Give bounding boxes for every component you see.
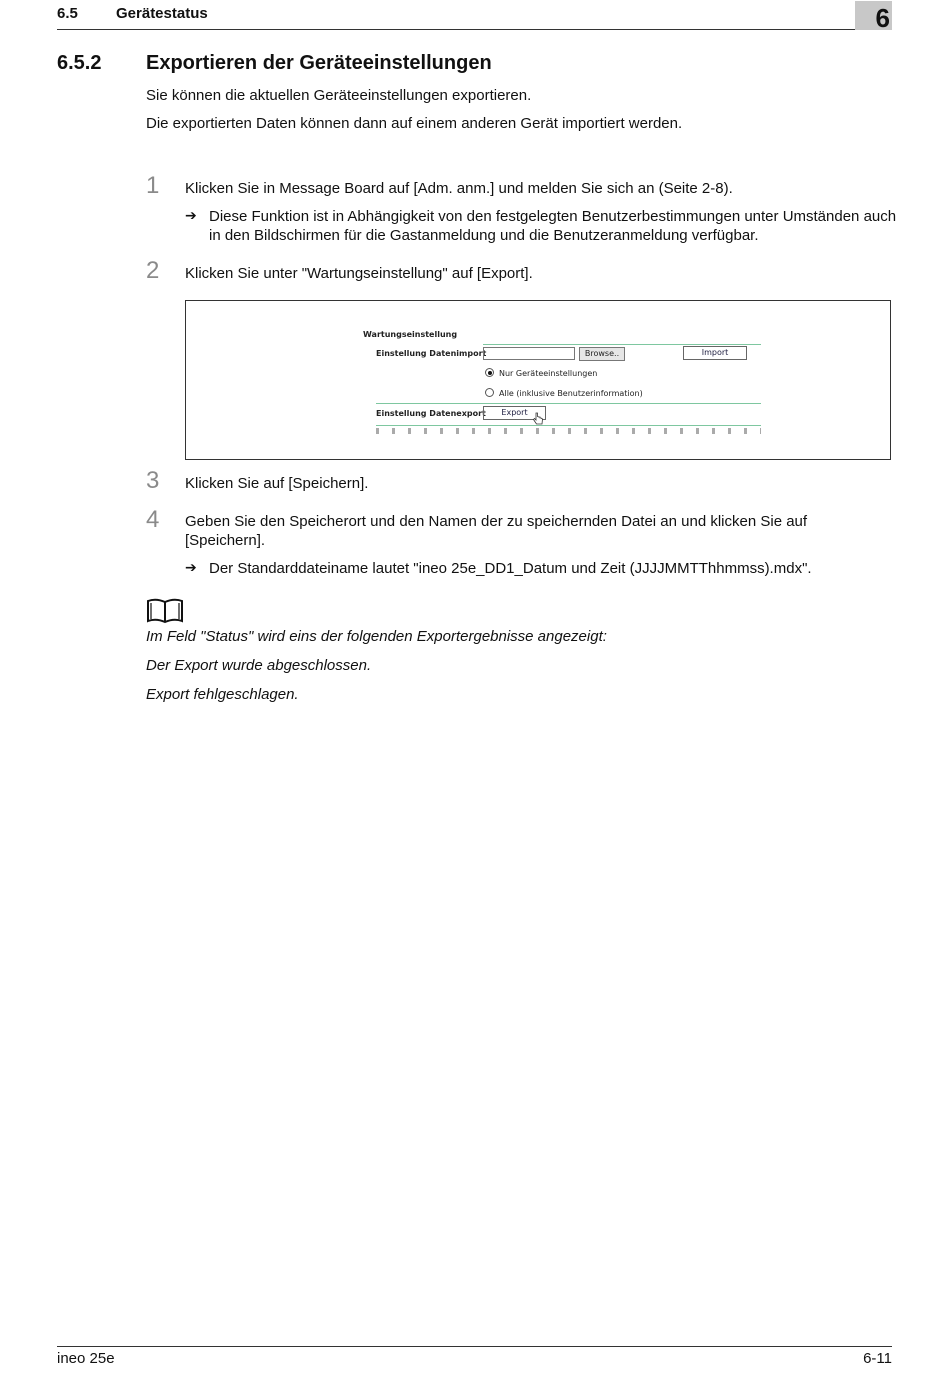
book-icon — [146, 597, 184, 625]
screenshot-frame — [185, 300, 891, 460]
radio-device-only-label: Nur Geräteeinstellungen — [499, 369, 598, 378]
page-number: 6-11 — [863, 1350, 892, 1367]
import-button[interactable]: Import — [683, 346, 747, 360]
step-number: 1 — [146, 172, 160, 199]
section-title: Exportieren der Geräteeinstellungen — [146, 52, 492, 74]
note-line: Im Feld "Status" wird eins der folgenden Exportergebnisse angezeigt: — [146, 628, 607, 645]
import-file-input[interactable] — [483, 347, 575, 360]
maintenance-settings-title: Wartungseinstellung — [363, 330, 458, 339]
header-section-title: Gerätestatus — [116, 5, 208, 22]
section-number: 6.5.2 — [57, 52, 102, 74]
hand-cursor-icon — [532, 412, 544, 426]
divider-line — [376, 403, 761, 404]
hand-cursor-icon — [532, 412, 544, 429]
radio-all[interactable] — [485, 388, 494, 397]
arrow-right-icon: ➔ — [185, 559, 197, 575]
divider-line — [483, 344, 761, 345]
cropped-text-row — [376, 428, 761, 434]
chapter-number: 6 — [875, 3, 890, 33]
book-icon — [146, 597, 184, 630]
step-number: 4 — [146, 506, 160, 533]
header-divider — [57, 29, 892, 30]
export-button[interactable]: Export — [483, 406, 546, 420]
step-subnote: Diese Funktion ist in Abhängigkeit von den festgelegten Benutzerbestimmungen unter Umständen auch in den Bildschirmen für die Gastanmeldung und die Benutzeranmeldung verfügbar. — [209, 208, 897, 244]
step-subnote: Der Standarddateiname lautet "ineo 25e_DD1_Datum und Zeit (JJJJMMTThhmmss).mdx". — [209, 560, 812, 577]
divider-line — [376, 425, 761, 426]
arrow-right-icon: ➔ — [185, 207, 197, 223]
export-settings-label: Einstellung Datenexport — [376, 409, 486, 418]
step-text: Klicken Sie in Message Board auf [Adm. anm.] und melden Sie sich an (Seite 2-8). — [185, 180, 733, 197]
footer-product: ineo 25e — [57, 1350, 115, 1367]
radio-device-only[interactable] — [485, 368, 494, 377]
intro-paragraph: Die exportierten Daten können dann auf einem anderen Gerät importiert werden. — [146, 115, 683, 132]
import-settings-label: Einstellung Datenimport — [376, 349, 487, 358]
step-text: Klicken Sie unter "Wartungseinstellung" auf [Export]. — [185, 265, 533, 282]
radio-all-label: Alle (inklusive Benutzerinformation) — [499, 389, 643, 398]
step-text: Klicken Sie auf [Speichern]. — [185, 475, 369, 492]
header-section-number: 6.5 — [57, 5, 78, 22]
footer-divider — [57, 1346, 892, 1347]
step-number: 3 — [146, 467, 160, 494]
step-number: 2 — [146, 257, 160, 284]
step-text: Geben Sie den Speicherort und den Namen der zu speichernden Datei an und klicken Sie auf [Speichern]. — [185, 513, 808, 549]
note-line: Export fehlgeschlagen. — [146, 686, 299, 703]
browse-button[interactable]: Browse.. — [579, 347, 625, 361]
intro-paragraph: Sie können die aktuellen Geräteeinstellungen exportieren. — [146, 87, 532, 104]
note-line: Der Export wurde abgeschlossen. — [146, 657, 372, 674]
